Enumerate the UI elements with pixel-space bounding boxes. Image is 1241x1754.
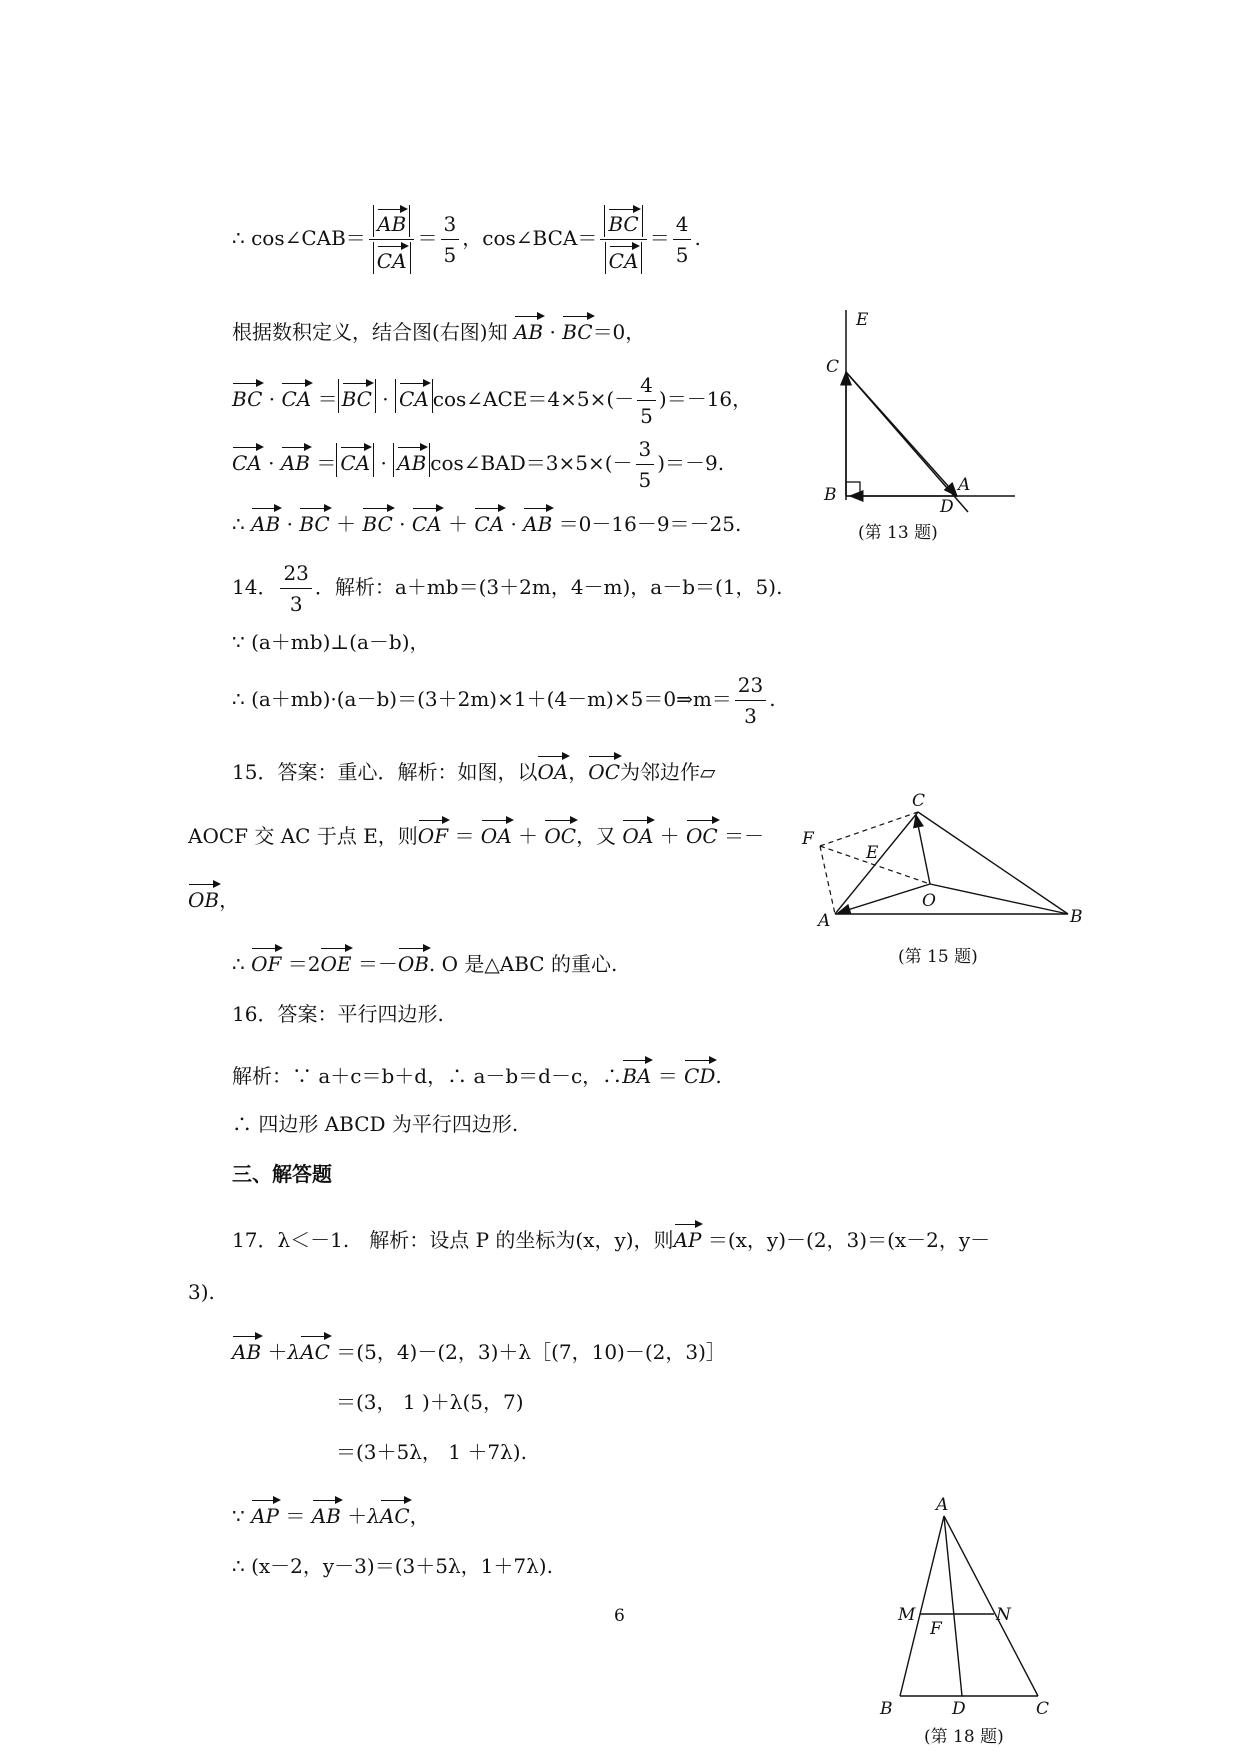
label-b: B — [824, 485, 837, 505]
label-f: F — [930, 1619, 942, 1639]
label-d: D — [940, 497, 954, 517]
page-number: 6 — [614, 1606, 625, 1626]
text: ∴ cos∠CAB＝ — [232, 226, 366, 250]
label-a: A — [958, 475, 971, 495]
figure-18 — [870, 1492, 1070, 1722]
fraction: $\frac{4}{5}$ — [673, 211, 692, 268]
fraction — [600, 205, 646, 274]
caption-15: (第 15 题) — [898, 947, 978, 967]
line-sum: ∴ AB · BC ＋ BC · CA ＋ CA · AB ＝0－16－9＝－25. — [232, 504, 741, 538]
label-c: C — [826, 357, 840, 377]
line-q15b: AOCF 交 AC 于点 E，则OF ＝ OA ＋ OC，又 OA ＋ OC ＝－ — [188, 816, 764, 850]
label-b: B — [880, 1699, 893, 1719]
figure-13 — [810, 300, 1030, 550]
label-c: C — [912, 791, 926, 811]
line-q15d: ∴ OF ＝2OE ＝－OB. O 是△ABC 的重心. — [232, 944, 617, 978]
line-q17: 17．λ＜－1. 解析：设点 P 的坐标为(x，y)，则AP ＝(x，y)－(2，3)＝(x－2，y－ — [232, 1220, 990, 1254]
vector-ca: CA — [609, 242, 639, 274]
fraction — [369, 205, 415, 274]
label-e: E — [856, 310, 869, 330]
line-q17b: 3). — [188, 1280, 215, 1304]
line-q17c: AB ＋λAC ＝(5，4)－(2，3)＋λ［(7，10)－(2，3)］ — [232, 1332, 726, 1366]
line-q14: 14． $\frac{23}{3}$ ．解析：a＋mb＝(3＋2m，4－m)，a－b＝(1，5). — [232, 561, 783, 616]
line-q15: 15．答案：重心．解析：如图，以OA，OC为邻边作▱ — [232, 752, 715, 786]
line-definition: 根据数积定义，结合图(右图)知 AB · BC＝0， — [232, 312, 645, 346]
fraction: $\frac{4}{5}$ — [637, 372, 656, 429]
line-q17e: ＝(3＋5λ， 1 ＋7λ). — [336, 1440, 527, 1464]
line-q15c: OB， — [188, 880, 239, 914]
line-perp: ∵ (a＋mb)⊥(a－b)， — [232, 630, 430, 654]
line-bc-ca: BC · CA ＝ BC · CA cos∠ACE＝4×5×(－ $\frac{4}{5}$ )＝－16， — [232, 373, 753, 428]
fraction: $\frac{3}{5}$ — [636, 436, 655, 493]
caption-13: (第 13 题) — [858, 523, 938, 543]
fraction: $\frac{3}{5}$ — [441, 211, 460, 268]
vector-bc: BC — [562, 312, 592, 346]
vector-ca: CA — [377, 242, 407, 274]
label-d: D — [952, 1699, 966, 1719]
label-m: M — [898, 1605, 916, 1625]
line-cos-ratios: ∴ cos∠CAB＝ $\frac{AB}{CA}$ ＝ $\frac{3}{5}$ ，cos∠BCA＝ $\frac{BC}{CA}$ ＝ $\frac{4}{5}$ . — [232, 205, 701, 274]
line-q16-analysis: 解析：∵ a＋c＝b＋d，∴ a－b＝d－c，∴BA ＝ CD. — [232, 1056, 722, 1090]
label-a: A — [818, 911, 831, 931]
line-q17f: ∵ AP ＝ AB ＋λAC， — [232, 1496, 430, 1530]
line-q17d: ＝(3， 1 )＋λ(5，7) — [336, 1390, 524, 1414]
line-q16: 16．答案：平行四边形. — [232, 1002, 444, 1026]
label-f: F — [802, 829, 814, 849]
line-q17g: ∴ (x－2，y－3)＝(3＋5λ，1＋7λ). — [232, 1554, 553, 1578]
vector-ab: AB — [377, 205, 406, 237]
section-title: 三、解答题 — [232, 1162, 332, 1186]
label-c: C — [1036, 1699, 1050, 1719]
caption-18: (第 18 题) — [924, 1727, 1004, 1747]
vector-bc: BC — [608, 205, 638, 237]
label-b: B — [1070, 907, 1083, 927]
label-o: O — [922, 891, 936, 911]
line-ca-ab: CA · AB ＝ CA · AB cos∠BAD＝3×5×(－ $\frac{3}{5}$ )＝－9. — [232, 437, 725, 492]
label-e: E — [866, 843, 879, 863]
line-q16-conclusion: ∴ 四边形 ABCD 为平行四边形. — [232, 1112, 519, 1136]
label-n: N — [996, 1605, 1011, 1625]
line-dot-eq: ∴ (a＋mb)·(a－b)＝(3＋2m)×1＋(4－m)×5＝0⇒m＝ $\frac{23}{3}$ . — [232, 673, 776, 728]
vector-ab: AB — [514, 312, 543, 346]
figure-15 — [790, 790, 1100, 940]
label-a: A — [936, 1495, 949, 1515]
